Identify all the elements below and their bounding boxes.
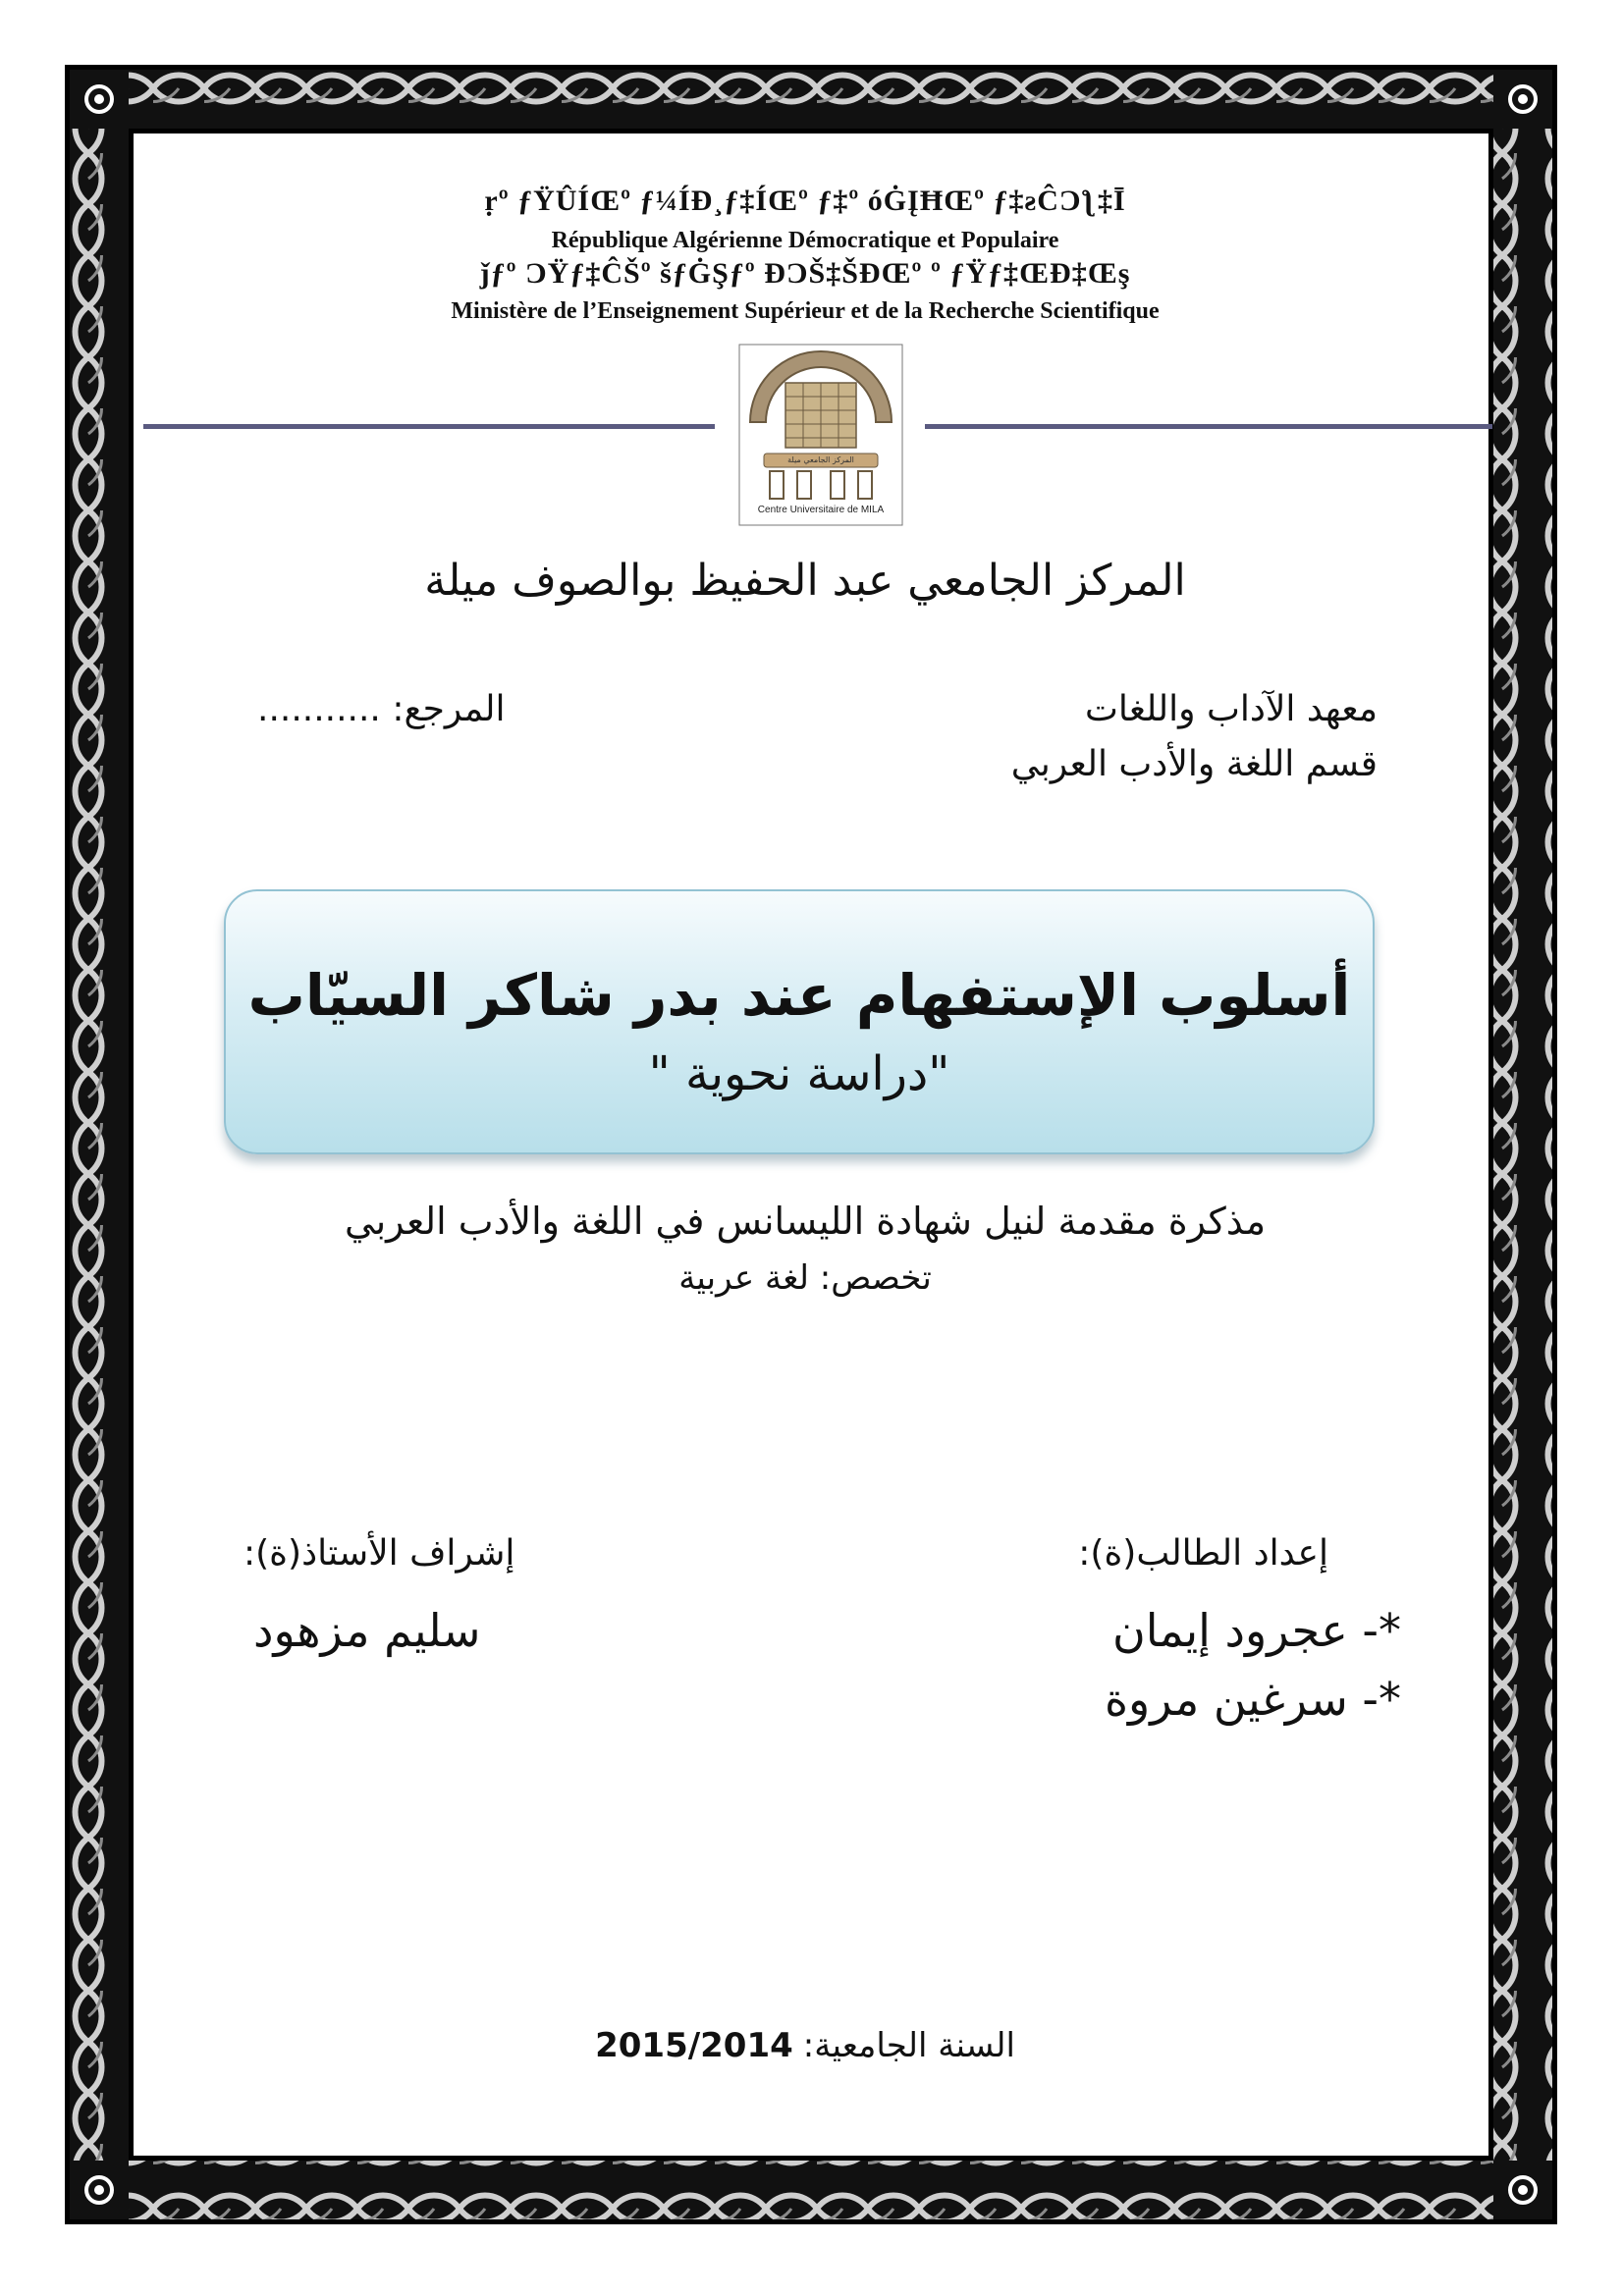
- corner-ornament-icon: [1493, 70, 1552, 129]
- student-name: *- سرغين مروة: [1104, 1673, 1401, 1726]
- university-logo: [738, 344, 903, 526]
- thesis-specialty: تخصص: لغة عربية: [678, 1258, 932, 1298]
- header-rule-left: [143, 424, 715, 429]
- institute-name: معهد الآداب واللغات: [1085, 689, 1378, 729]
- logo-ribbon-text: المركز الجامعي ميلة: [787, 455, 854, 464]
- corner-ornament-icon: [70, 2161, 129, 2219]
- university-name: المركز الجامعي عبد الحفيظ بوالصوف ميلة: [424, 556, 1186, 606]
- student-name: *- عجرود إيمان: [1111, 1604, 1401, 1657]
- header-republique: République Algérienne Démocratique et Populaire: [551, 228, 1059, 253]
- students-label: إعداد الطالب(ة):: [1078, 1533, 1328, 1574]
- department-name: قسم اللغة والأدب العربي: [1010, 744, 1378, 784]
- header-rule-right: [925, 424, 1492, 429]
- academic-year-value: 2015/2014: [595, 2026, 793, 2065]
- corner-ornament-icon: [1493, 2161, 1552, 2219]
- header-garbled-line-1: ṛº ƒŸÛÍŒº ƒ¼ÍĐ¸ƒ‡ÍŒº ƒ‡º óĠĮĦŒº ƒ‡ƨĈƆƪ‡Ī: [484, 185, 1126, 217]
- thesis-title: أسلوب الإستفهام عند بدر شاكر السيّاب: [247, 962, 1351, 1029]
- supervisor-label: إشراف الأستاذ(ة):: [243, 1533, 515, 1574]
- academic-year-label: السنة الجامعية:: [802, 2026, 1015, 2065]
- header-ministere: Ministère de l’Enseignement Supérieur et de la Recherche Scientifique: [451, 298, 1160, 324]
- corner-ornament-icon: [70, 70, 129, 129]
- thesis-description: مذكرة مقدمة لنيل شهادة الليسانس في اللغة والأدب العربي: [344, 1200, 1267, 1243]
- academic-year: [295, 2026, 1316, 2065]
- logo-caption: Centre Universitaire de MILA: [757, 505, 885, 515]
- thesis-title-box: [224, 889, 1375, 1154]
- thesis-subtitle: "دراسة نحوية ": [648, 1046, 950, 1101]
- reference-field: المرجع: ...........: [257, 689, 506, 729]
- header-garbled-line-2: ǰƒº ƆŸƒ‡ĈŠº šƒĠŞƒº ÐƆŠ‡ŠÐŒº º ƒŸƒ‡ŒÐ‡Œş: [479, 257, 1131, 290]
- supervisor-name: سليم مزهود: [253, 1604, 481, 1657]
